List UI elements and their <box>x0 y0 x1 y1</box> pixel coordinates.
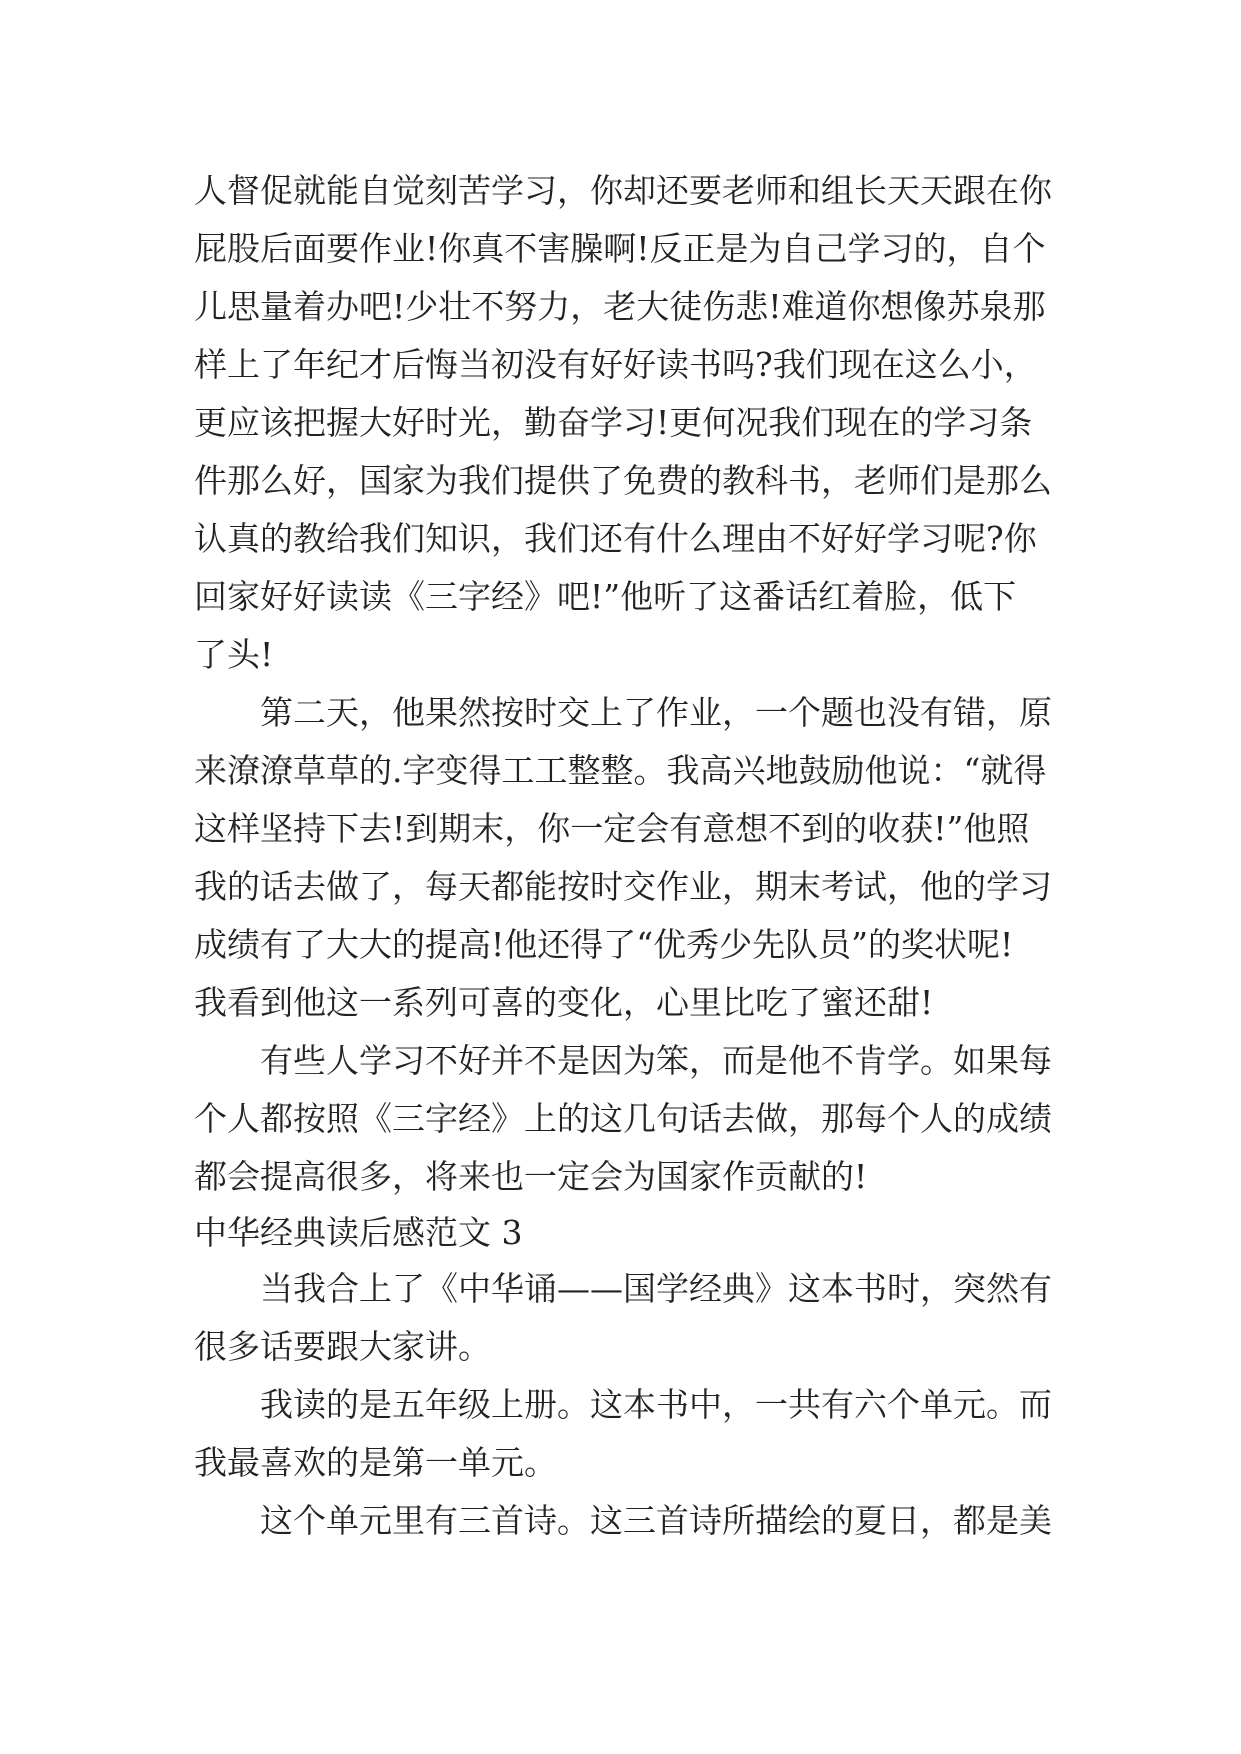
text-line: 认真的教给我们知识，我们还有什么理由不好好学习呢?你 <box>194 519 1037 558</box>
paragraph-start-line: 我读的是五年级上册。这本书中，一共有六个单元。而 <box>260 1385 1052 1424</box>
text-line: 样上了年纪才后悔当初没有好好读书吗?我们现在这么小， <box>194 345 1037 384</box>
text-line: 很多话要跟大家讲。 <box>194 1327 491 1366</box>
section-title: 中华经典读后感范文 3 <box>194 1213 523 1252</box>
text-line: 人督促就能自觉刻苦学习，你却还要老师和组长天天跟在你 <box>194 171 1052 210</box>
text-line: 这样坚持下去!到期末，你一定会有意想不到的收获!”他照 <box>194 809 1030 848</box>
text-line: 来潦潦草草的.字变得工工整整。我高兴地鼓励他说：“就得 <box>194 751 1047 790</box>
text-line: 成绩有了大大的提高!他还得了“优秀少先队员”的奖状呢! <box>194 925 1014 964</box>
text-line: 我最喜欢的是第一单元。 <box>194 1443 557 1482</box>
text-line: 我看到他这一系列可喜的变化，心里比吃了蜜还甜! <box>194 983 934 1022</box>
paragraph-start-line: 第二天，他果然按时交上了作业，一个题也没有错，原 <box>260 693 1052 732</box>
text-line: 儿思量着办吧!少壮不努力，老大徒伤悲!难道你想像苏泉那 <box>194 287 1046 326</box>
paragraph-start-line: 当我合上了《中华诵——国学经典》这本书时，突然有 <box>260 1269 1052 1308</box>
text-line: 回家好好读读《三字经》吧!”他听了这番话红着脸，低下 <box>194 577 1017 616</box>
text-line: 个人都按照《三字经》上的这几句话去做，那每个人的成绩 <box>194 1099 1052 1138</box>
paragraph-start-line: 这个单元里有三首诗。这三首诗所描绘的夏日，都是美 <box>260 1501 1052 1540</box>
text-line: 都会提高很多，将来也一定会为国家作贡献的! <box>194 1157 868 1196</box>
text-line: 屁股后面要作业!你真不害臊啊!反正是为自己学习的，自个 <box>194 229 1046 268</box>
text-line: 更应该把握大好时光，勤奋学习!更何况我们现在的学习条 <box>194 403 1033 442</box>
paragraph-start-line: 有些人学习不好并不是因为笨，而是他不肯学。如果每 <box>260 1041 1052 1080</box>
text-line: 件那么好，国家为我们提供了免费的教科书，老师们是那么 <box>194 461 1052 500</box>
text-line: 我的话去做了，每天都能按时交作业，期末考试，他的学习 <box>194 867 1052 906</box>
text-line: 了头! <box>194 635 274 674</box>
document-body <box>194 162 1064 1550</box>
